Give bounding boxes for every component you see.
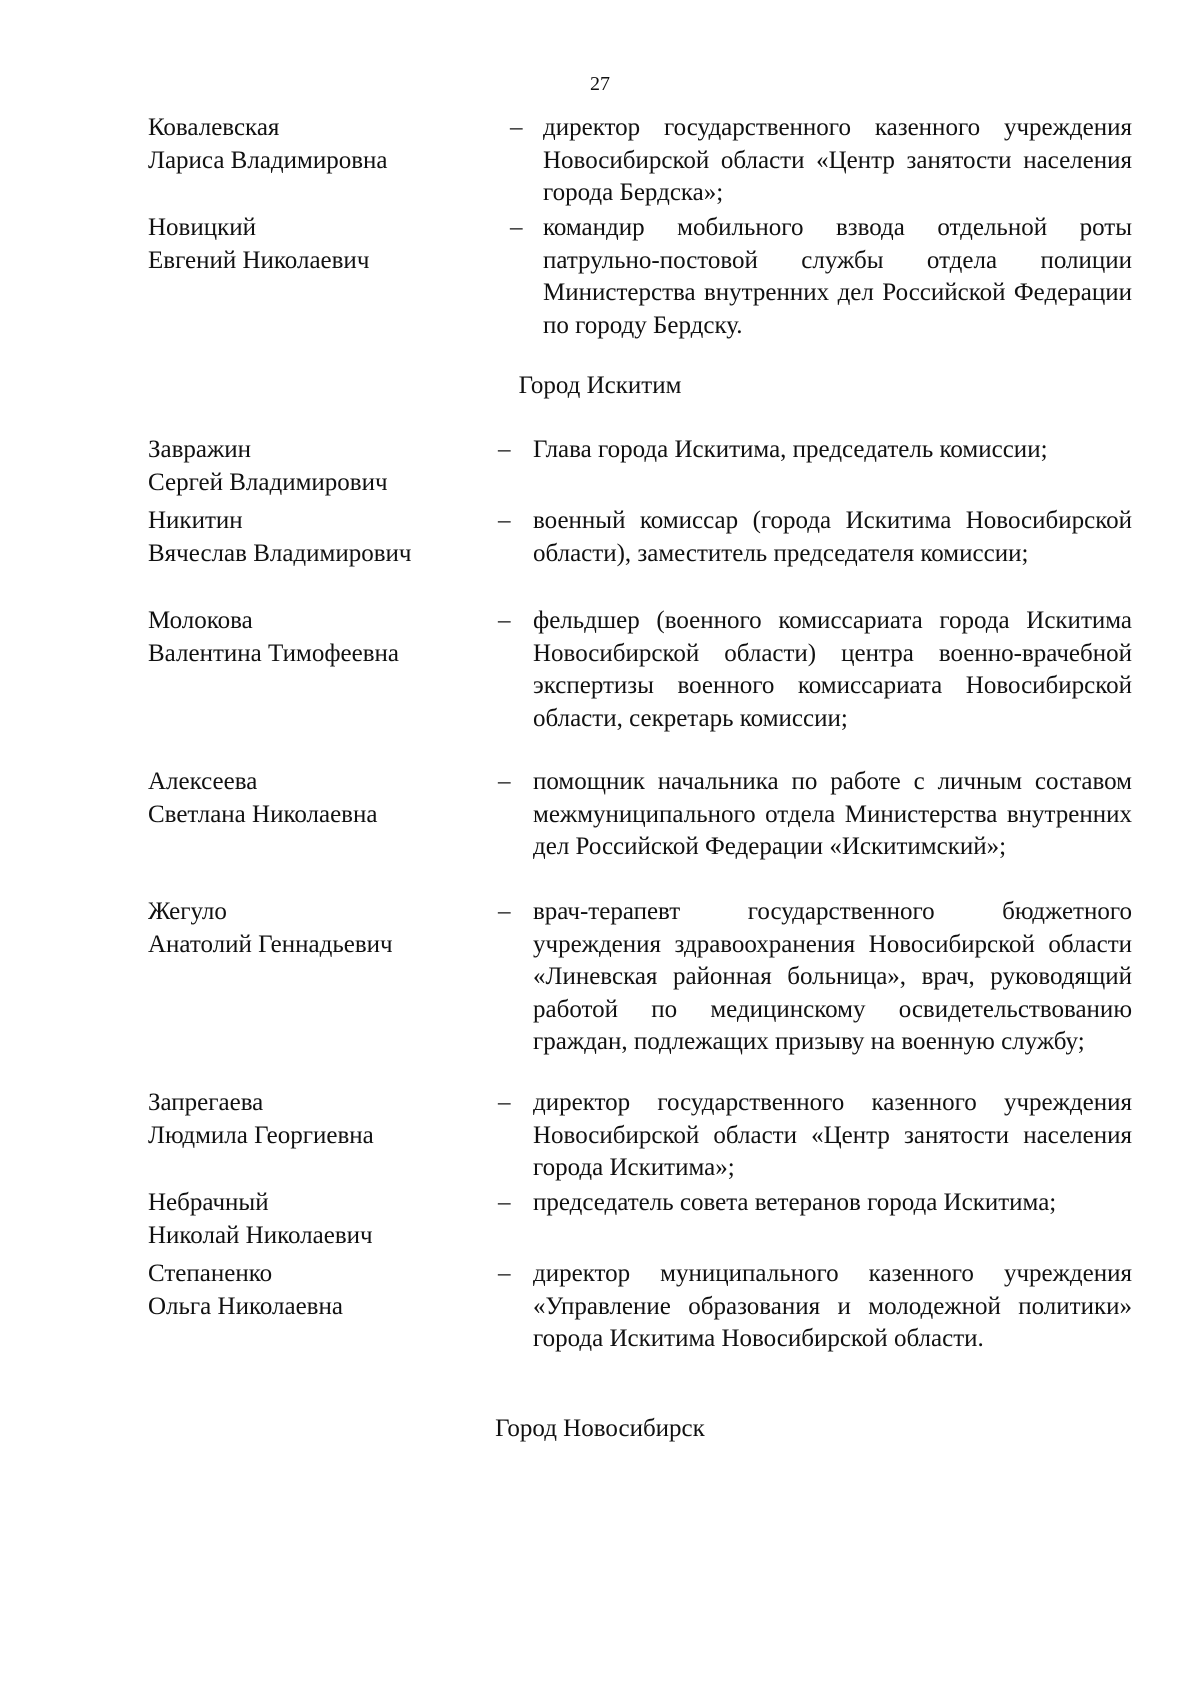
member-given-names: Ольга Николаевна: [148, 1292, 343, 1320]
section-heading-novosibirsk: Город Новосибирск: [495, 1415, 705, 1442]
member-surname: Запрегаева: [148, 1089, 264, 1116]
member-given-names: Лариса Владимировна: [148, 146, 388, 174]
member-name: [148, 605, 478, 670]
member-surname: Небрачный: [148, 1189, 269, 1216]
member-surname: Степаненко: [148, 1260, 273, 1287]
member-role: военный комиссар (города Искитима Новосибирской области), заместитель председателя комиссии;: [533, 507, 1132, 567]
member-surname: Алексеева: [148, 768, 258, 795]
member-name: [148, 1187, 478, 1252]
dash-separator: –: [510, 114, 523, 141]
member-surname: Молокова: [148, 607, 253, 634]
member-surname: Новицкий: [148, 214, 257, 241]
member-given-names: Сергей Владимирович: [148, 468, 388, 496]
member-given-names: Николай Николаевич: [148, 1221, 373, 1249]
member-name: [148, 112, 478, 177]
dash-separator: –: [498, 1089, 511, 1116]
member-given-names: Людмила Георгиевна: [148, 1121, 374, 1149]
member-role: председатель совета ветеранов города Искитима;: [533, 1189, 1057, 1216]
member-given-names: Анатолий Геннадьевич: [148, 930, 393, 958]
dash-separator: –: [510, 214, 523, 241]
member-role: помощник начальника по работе с личным составом межмуниципального отдела Министерства внутренних дел Российской Федерации «Искитимский»;: [533, 768, 1132, 860]
member-name: [148, 505, 478, 570]
member-surname: Никитин: [148, 507, 243, 534]
member-role: директор государственного казенного учреждения Новосибирской области «Центр занятости населения города Искитима»;: [533, 1089, 1132, 1181]
member-role: командир мобильного взвода отдельной роты патрульно-постовой службы отдела полиции Министерства внутренних дел Российской Федерации по городу Бердску.: [543, 214, 1132, 339]
member-role: директор государственного казенного учреждения Новосибирской области «Центр занятости населения города Бердска»;: [543, 114, 1132, 206]
member-name: [148, 896, 478, 961]
member-role: Глава города Искитима, председатель комиссии;: [533, 436, 1048, 463]
member-role: фельдшер (военного комиссариата города Искитима Новосибирской области) центра военно-врачебной экспертизы военного комиссариата Новосибирской области, секретарь комиссии;: [533, 607, 1132, 732]
dash-separator: –: [498, 1189, 511, 1216]
section-heading-iskitim: Город Искитим: [518, 372, 682, 399]
member-surname: Жегуло: [148, 898, 227, 925]
member-given-names: Валентина Тимофеевна: [148, 639, 399, 667]
page-number: 27: [590, 73, 610, 95]
member-name: [148, 212, 478, 277]
member-name: [148, 1258, 478, 1323]
dash-separator: –: [498, 507, 511, 534]
member-surname: Завражин: [148, 436, 252, 463]
member-given-names: Светлана Николаевна: [148, 800, 378, 828]
dash-separator: –: [498, 898, 511, 925]
member-role: директор муниципального казенного учреждения «Управление образования и молодежной политики» города Искитима Новосибирской области.: [533, 1260, 1132, 1352]
dash-separator: –: [498, 1260, 511, 1287]
dash-separator: –: [498, 607, 511, 634]
dash-separator: –: [498, 768, 511, 795]
member-name: [148, 766, 478, 831]
member-role: врач-терапевт государственного бюджетного учреждения здравоохранения Новосибирской области «Линевская районная больница», врач, руководящий работой по медицинскому освидетельствованию граждан, подлежащих призыву на военную службу;: [533, 898, 1132, 1055]
member-given-names: Евгений Николаевич: [148, 246, 370, 274]
member-name: [148, 1087, 478, 1152]
dash-separator: –: [498, 436, 511, 463]
member-surname: Ковалевская: [148, 114, 280, 141]
member-given-names: Вячеслав Владимирович: [148, 539, 412, 567]
member-name: [148, 434, 478, 499]
